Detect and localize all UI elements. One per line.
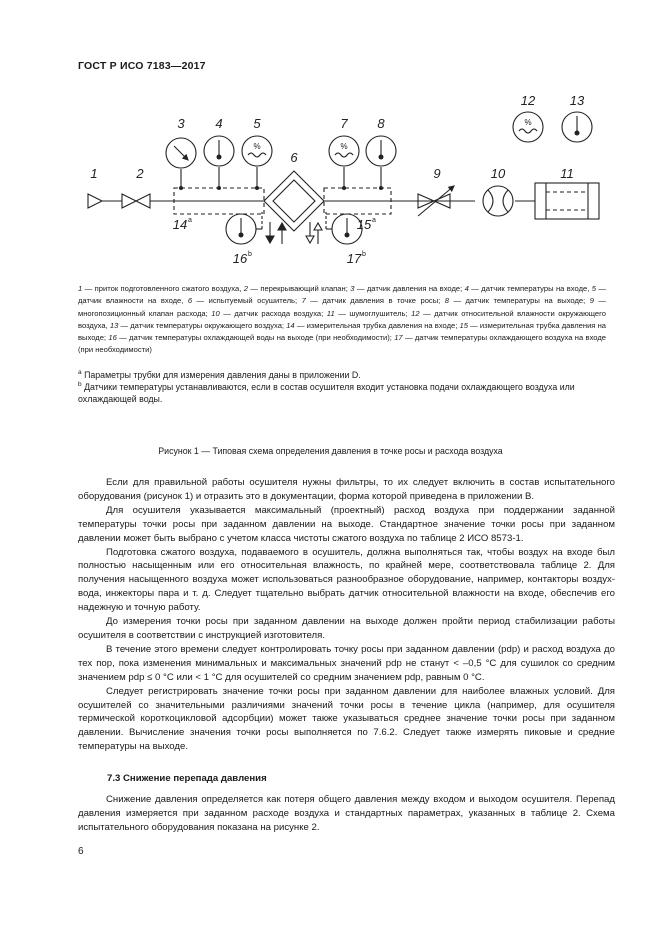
legend-text: — датчик температуры охлаждающего воздуха на входе (при необходимости) [78, 333, 606, 355]
page-number: 6 [78, 846, 84, 857]
legend-text: — шумоглушитель; [334, 308, 412, 318]
legend-number: 15 [459, 320, 468, 330]
paragraph: Для осушителя указывается максимальный (проектный) расход воздуха при поддержании заданной температуры точки росы при заданном давлении на выходе. Стандартное значение точки росы при заданном давлении может быть выбрано с учетом класса чистоты сжатого воздуха по таблице 2 ИСО 8573-1. [78, 504, 615, 544]
label-15: 15 [356, 217, 372, 232]
legend-text: — приток подготовленного сжатого воздуха, [82, 284, 244, 293]
legend-number: 14 [286, 320, 295, 330]
inlet-humidity-sensor [242, 136, 272, 166]
figure-caption: Рисунок 1 — Типовая схема определения давления в точке росы и расхода воздуха [158, 446, 503, 456]
svg-text:%: % [340, 142, 348, 151]
legend-text: — датчик давления в точке росы; [305, 296, 445, 306]
label-6: 6 [290, 150, 298, 165]
footnote-a-mark: a [78, 369, 82, 376]
dew-point-sensor [329, 136, 359, 166]
label-1: 1 [90, 166, 98, 181]
label-4: 4 [215, 116, 223, 131]
legend-number: 3 [350, 284, 355, 293]
legend-text: — датчик температуры охлаждающей воды на выходе (при необходимости); [116, 333, 395, 343]
label-17-sup: b [362, 251, 366, 258]
label-16: 16 [232, 251, 248, 266]
legend-text: — датчик влажности на входе, [78, 284, 606, 306]
legend-text: — датчик давления на входе; [354, 284, 465, 293]
document-header: ГОСТ Р ИСО 7183—2017 [78, 60, 206, 72]
footnote-a-text: Параметры трубки для измерения давления даны в приложении D. [81, 369, 361, 380]
legend-number: 13 [109, 320, 119, 330]
svg-text:%: % [253, 142, 261, 151]
paragraph: Подготовка сжатого воздуха, подаваемого в осушитель, должна выполняться так, чтобы воздух на входе был полностью насыщенным или его относительная влажность, по крайней мере, соответствовала таблице 2. Для получения насыщенного воздуха может использоваться разнообразное оборудование, например, контакторы воздух-вода, инжекторы пара и т. д. Следует тщательно выбрать датчик относительной влажности на входе, обеспечив его надежную и точную работу. [78, 546, 615, 614]
legend-number: 1 [78, 284, 83, 293]
legend-number: 12 [411, 308, 420, 318]
footnote-b [78, 379, 618, 405]
legend-number: 2 [243, 284, 248, 293]
label-13: 13 [569, 93, 585, 108]
label-9: 9 [433, 166, 441, 181]
legend-text: — перекрывающий клапан; [247, 284, 351, 293]
legend-number: 17 [394, 333, 403, 343]
label-7: 7 [340, 116, 348, 131]
flow-meter [483, 186, 513, 216]
section-body [78, 793, 615, 835]
figure-legend [78, 283, 606, 357]
legend-text: — многопозиционный клапан расхода; [78, 296, 606, 318]
label-2: 2 [136, 166, 144, 181]
paragraph: Если для правильной работы осушителя нужны фильтры, то их следует включить в состав испытательного оборудования (рисунок 1) и отразить это в документации, форма которой приведена в приложении B. [78, 477, 615, 502]
legend-text: — датчик температуры окружающего воздуха; [118, 320, 287, 330]
svg-text:%: % [524, 118, 532, 127]
inlet-arrow-symbol [88, 194, 102, 208]
shutoff-valve-symbol [122, 194, 150, 208]
label-14: 14 [172, 217, 188, 232]
legend-number: 5 [591, 284, 596, 293]
paragraph: Следует регистрировать значение точки росы при заданном давлении для наиболее влажных условий. Для осушителей со значительными различиями значений точки росы в течение цикла (например, для осушителя термической короткоцикловой адсорбции) может также указываться среднее значение точки росы при заданном давлении. Вычисление значения точки росы выполняется по 7.6.2. Следует также измерять пиковые и средние температуры на выходе. [78, 685, 615, 753]
paragraph: До измерения точки росы при заданном давлении на выходе должен пройти период стабилизации работы осушителя в соответствии с инструкцией изготовителя. [78, 616, 615, 641]
legend-text: — измерительная трубка давления на входе; [294, 320, 460, 330]
ambient-humidity-sensor [513, 112, 543, 142]
body-text [78, 476, 615, 754]
section-title: 7.3 Снижение перепада давления [107, 773, 267, 784]
label-16-sup: b [248, 251, 252, 258]
legend-number: 10 [211, 308, 220, 318]
footnote-b-mark: b [78, 381, 82, 388]
legend-number: 8 [444, 296, 449, 306]
legend-number: 6 [187, 296, 193, 306]
label-8: 8 [377, 116, 385, 131]
silencer [535, 183, 599, 219]
legend-number: 4 [464, 284, 469, 293]
label-15-sup: a [372, 217, 376, 224]
legend-text: — датчик расхода воздуха; [219, 308, 327, 318]
paragraph: Снижение давления определяется как потеря общего давления между входом и выходом осушителя. Перепад давления измеряется при заданном расходе воздуха и стандартных параметрах, указанных в таблице 2. Схема испытательного оборудования показана на рисунке 2. [78, 794, 615, 833]
legend-number: 11 [326, 308, 335, 318]
label-17: 17 [346, 251, 362, 266]
legend-number: 9 [589, 296, 594, 306]
label-11: 11 [560, 166, 574, 181]
legend-text: — датчик температуры на выходе; [448, 296, 590, 306]
label-3: 3 [177, 116, 185, 131]
label-12: 12 [520, 93, 536, 108]
footnote-b-text: Датчики температуры устанавливаются, если в состав осушителя входит установка подачи охлаждающего воздуха или охлаждающей воды. [78, 381, 575, 404]
label-10: 10 [490, 166, 506, 181]
test-setup-diagram [0, 0, 661, 280]
legend-number: 16 [108, 333, 117, 343]
legend-number: 7 [301, 296, 306, 306]
label-5: 5 [253, 116, 261, 131]
label-14-sup: a [188, 217, 192, 224]
legend-text: — измерительная трубка давления на выходе; [78, 320, 606, 343]
paragraph: В течение этого времени следует контролировать точку росы при заданном давлении (pdp) и расход воздуха до тех пор, пока изменения минимальных и максимальных значений pdp не станут < –0,5 °C для сушилок со средним значением pdp ≤ 0 °C или < 1 °C для осушителей со средним значением pdp, равным 0 °C. [78, 643, 615, 683]
legend-text: — датчик относительной влажности окружающего воздуха, [78, 308, 606, 330]
legend-text: — испытуемый осушитель; [192, 296, 302, 306]
legend-text: — датчик температуры на входе, [468, 284, 592, 293]
